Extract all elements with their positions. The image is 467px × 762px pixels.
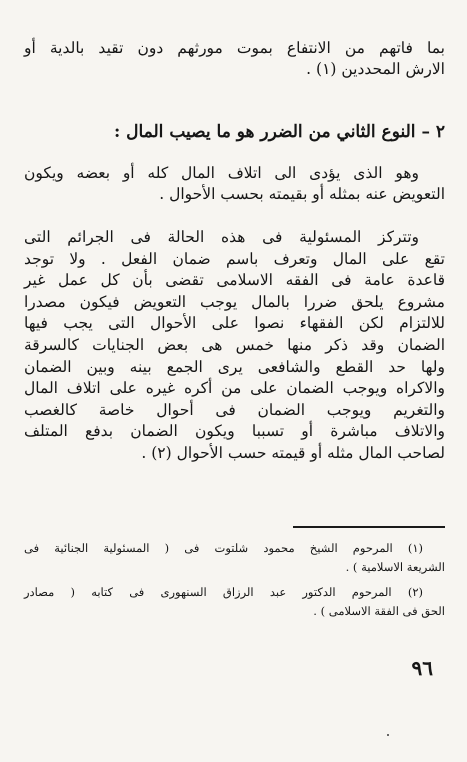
intro-paragraph [24,38,445,80]
text-line: وتتركز المسئولية فى هذه الحالة فى الجرائم التى [24,228,419,246]
text-line: ولها حد القطع والشافعى يرى الجمع بينه وبين الضمان [24,357,445,376]
text-line: تقع على المال وتعرف باسم ضمان الفعل . ولا توجد [24,249,445,268]
text-line: وهو الذى يؤدى الى اتلاف المال كله أو بعضه ويكون [24,164,419,182]
text-line: بما فاتهم من الانتفاع بموت مورثهم دون تقيد بالدية أو [24,39,445,57]
text-line: لصاحب المال مثله أو قيمته حسب الأحوال (٢) . [141,443,445,462]
footnote-line: (١) المرحوم الشيخ محمود شلتوت فى ( المسئولية الجنائية فى [24,541,423,555]
text-line: التعويض عنه بمثله أو بقيمته بحسب الأحوال . [159,185,445,203]
text-line: للالتزام لكن الفقهاء نصوا على الأحوال التى يجب فيها [24,314,445,333]
paragraph-2 [24,227,445,465]
text-line: الارش المحددين (١) . [306,60,445,78]
paragraph-1 [24,163,445,205]
scan-speck [387,734,389,736]
section-heading: ٢ – النوع الثاني من الضرر هو ما يصيب المال : [113,122,445,142]
footnote-line: الحق فى الفقة الاسلامى ) . [313,604,445,618]
footnotes [24,539,445,627]
footnote-2 [24,583,445,621]
footnote-divider [293,526,445,528]
text-line: قاعدة عامة فى الفقه الاسلامى تقضى بأن كل عمل غير [24,271,445,290]
footnote-line: (٢) المرحوم الدكتور عبد الرزاق السنهورى فى كتابه ( مصادر [24,585,423,599]
text-line: مشروع يلحق ضررا بالمال يوجب التعويض فيكون مصدرا [24,292,445,311]
page-number: ٩٦ [411,656,433,680]
footnote-1 [24,539,445,577]
text-line: والتغريم ويوجب الضمان فى أحوال خاصة كالغصب [24,400,445,419]
text-line: والاكراه ويوجب الضمان على من أكره غيره على اتلاف المال [24,379,445,398]
footnote-line: الشريعة الاسلامية ) . [345,560,445,574]
text-line: الضمان وقد ذكر منها خمس هى بعض الجنايات كالسرقة [24,335,445,354]
text-line: والاتلاف مباشرة أو تسببا ويكون الضمان بدفع المتلف [24,422,445,441]
